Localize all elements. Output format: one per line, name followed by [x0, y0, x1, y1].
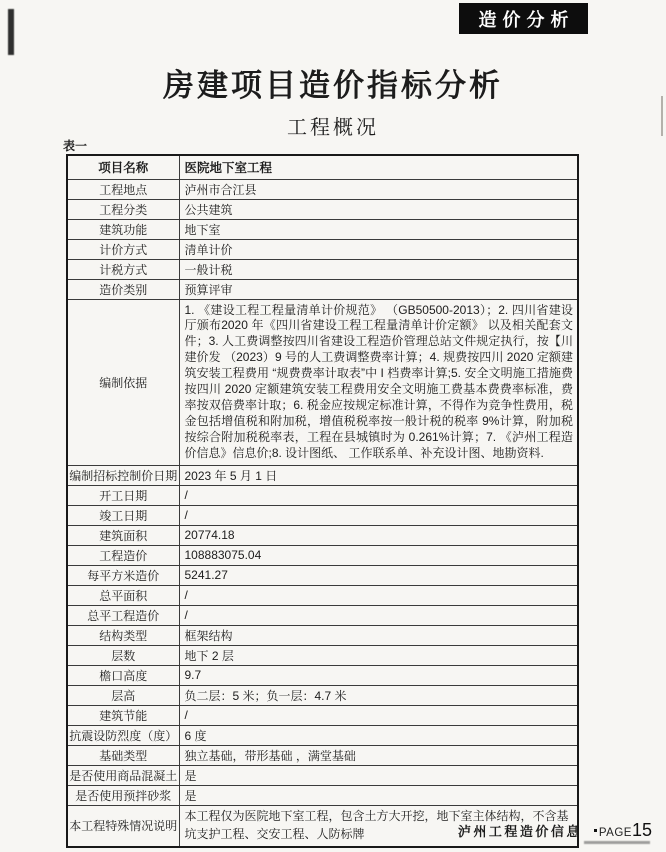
- row-label: 总平面积: [67, 585, 179, 605]
- row-label: 编制依据: [67, 299, 179, 465]
- row-value: 框架结构: [179, 625, 578, 645]
- row-value: 2023 年 5 月 1 日: [179, 465, 578, 485]
- row-value: 是: [179, 785, 578, 805]
- row-value: 地下 2 层: [179, 645, 578, 665]
- footer-page-word: PAGE: [598, 827, 632, 839]
- table-row: [67, 585, 578, 605]
- row-value: 地下室: [179, 219, 578, 239]
- row-value: 预算评审: [179, 279, 578, 299]
- row-label: 建筑节能: [67, 705, 179, 725]
- row-value: 1. 《建设工程工程量清单计价规范》 （GB50500-2013）；2. 四川省建设厅颁布2020 年《四川省建设工程工程量清单计价定额》 以及相关配套文件；3. 人工费调整按四川省建设工程造价管理总站文件规定执行，按【川建价发 （2023）9 号的人工费调整费率计算；4. 规费按四川 2020 定额建筑安装工程费用 “规费费率计取表”中 I 档费率计算;5. 安全文明施工措施费按四川 2020 定额建筑安装工程费用安全文明施工费基本费费率标准，费率按双倍费率计取；6. 税金应按规定标准计算，不得作为竞争性费用，税金包括增值税和附加税，增值税税率按一般计税的税率 9%计算，附加税按综合附加税税率表，工程在县城镇时为 0.261%计算；7. 《泸州工程造价信息》信息价;8. 设计图纸、 工作联系单、补充设计图、地勘资料.: [179, 299, 578, 465]
- row-value: /: [179, 705, 578, 725]
- scan-artifact-footer-smudge: [584, 841, 650, 844]
- row-label: 建筑功能: [67, 219, 179, 239]
- table-row: [67, 685, 578, 705]
- row-label: 层数: [67, 645, 179, 665]
- table-row: [67, 239, 578, 259]
- row-label: 工程分类: [67, 199, 179, 219]
- row-value: /: [179, 485, 578, 505]
- row-value: 泸州市合江县: [179, 179, 578, 199]
- table-row: [67, 545, 578, 565]
- scan-artifact-topleft: [8, 9, 14, 55]
- table-row: [67, 199, 578, 219]
- row-label: 每平方米造价: [67, 565, 179, 585]
- table-row: [67, 645, 578, 665]
- page-subtitle: 工程概况: [287, 117, 379, 139]
- row-value: 负二层：5 米；负一层：4.7 米: [179, 685, 578, 705]
- section-tag-label: 造价分析: [478, 9, 575, 30]
- table-row: [67, 155, 578, 179]
- table-row: [67, 525, 578, 545]
- row-label: 总平工程造价: [67, 605, 179, 625]
- row-value: 是: [179, 765, 578, 785]
- row-label: 计价方式: [67, 239, 179, 259]
- row-label: 檐口高度: [67, 665, 179, 685]
- row-value: 医院地下室工程: [179, 155, 578, 179]
- row-label: 层高: [67, 685, 179, 705]
- row-label: 开工日期: [67, 485, 179, 505]
- row-value: 本工程仅为医院地下室工程，包含土方大开挖，地下室主体结构，不含基坑支护工程、交安工程、人防标牌: [179, 805, 578, 847]
- row-value: /: [179, 605, 578, 625]
- row-value: 独立基础，带形基础 ，满堂基础: [179, 745, 578, 765]
- table-row: [67, 299, 578, 465]
- row-label: 结构类型: [67, 625, 179, 645]
- row-label: 工程造价: [67, 545, 179, 565]
- table-row: [67, 465, 578, 485]
- row-value: 20774.18: [179, 525, 578, 545]
- table-row: [67, 765, 578, 785]
- footer-dot-artifact: [594, 829, 597, 832]
- row-label: 抗震设防烈度（度）: [67, 725, 179, 745]
- table-row: [67, 565, 578, 585]
- row-label: 竣工日期: [67, 505, 179, 525]
- row-label: 工程地点: [67, 179, 179, 199]
- row-value: 108883075.04: [179, 545, 578, 565]
- row-label: 编制招标控制价日期: [67, 465, 179, 485]
- row-value: /: [179, 505, 578, 525]
- row-value: 公共建筑: [179, 199, 578, 219]
- page-title: 房建项目造价指标分析: [163, 68, 503, 103]
- row-value: 一般计税: [179, 259, 578, 279]
- footer-page-indicator: [594, 820, 652, 841]
- table-row: [67, 665, 578, 685]
- row-value: 5241.27: [179, 565, 578, 585]
- table-row: [67, 705, 578, 725]
- table-row: [67, 505, 578, 525]
- row-label: 本工程特殊情况说明: [67, 805, 179, 847]
- table-row: [67, 745, 578, 765]
- row-value: 9.7: [179, 665, 578, 685]
- table-row: [67, 725, 578, 745]
- project-overview-table: [66, 154, 579, 848]
- section-tag: [459, 3, 588, 34]
- table-caption: 表一: [63, 139, 88, 153]
- row-value: 6 度: [179, 725, 578, 745]
- row-value: 清单计价: [179, 239, 578, 259]
- row-label: 项目名称: [67, 155, 179, 179]
- row-label: 造价类别: [67, 279, 179, 299]
- table-row: [67, 485, 578, 505]
- row-label: 是否使用商品混凝土: [67, 765, 179, 785]
- table-row: [67, 179, 578, 199]
- table-row: [67, 625, 578, 645]
- row-value: /: [179, 585, 578, 605]
- table-row: [67, 785, 578, 805]
- table-row: [67, 219, 578, 239]
- table-row: [67, 279, 578, 299]
- footer-journal-name: 泸州工程造价信息: [457, 824, 582, 839]
- row-label: 是否使用预拌砂浆: [67, 785, 179, 805]
- row-label: 计税方式: [67, 259, 179, 279]
- row-label: 基础类型: [67, 745, 179, 765]
- project-table-body: [67, 155, 578, 847]
- row-label: 建筑面积: [67, 525, 179, 545]
- page-footer: [458, 820, 652, 841]
- table-row: [67, 259, 578, 279]
- table-row: [67, 605, 578, 625]
- footer-page-number: 15: [631, 820, 652, 840]
